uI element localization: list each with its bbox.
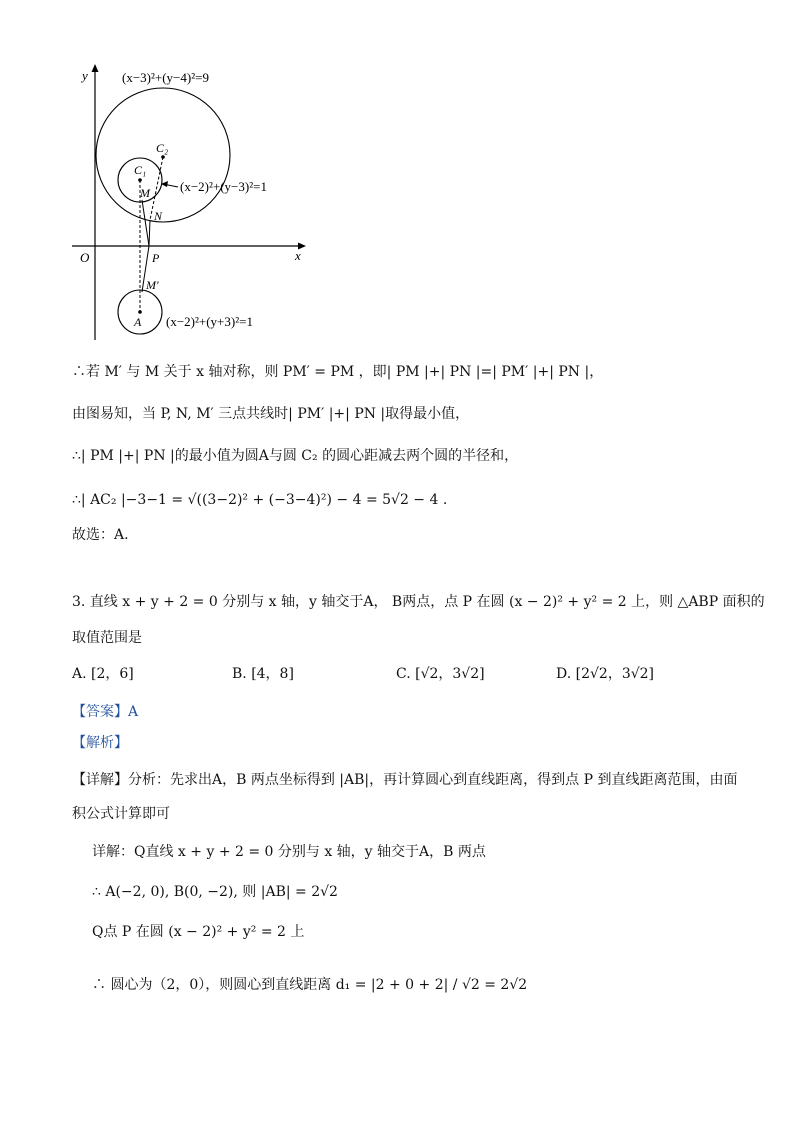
- option-c: C. [√2，3√2]: [396, 666, 485, 682]
- detail-line-1: 【详解】分析：先求出A，B 两点坐标得到 |AB|，再计算圆心到直线距离，得到点 P 到直线距离范围，由面: [72, 772, 738, 788]
- x-axis-label: x: [295, 248, 301, 263]
- solution-line-2: 由图易知，当 P, N, M′ 三点共线时| PM′ |+| PN |取得最小值，: [72, 406, 470, 422]
- label-C1: C₁: [134, 163, 147, 177]
- label-P: P: [152, 251, 160, 265]
- label-C2: C₂: [156, 141, 169, 155]
- solution-conclusion: 故选：A.: [72, 527, 129, 543]
- segment-N-P: [149, 220, 150, 246]
- big-circle-equation: (x−3)²+(y−4)²=9: [122, 70, 209, 85]
- label-M: M: [140, 186, 150, 200]
- y-axis-arrow: [92, 64, 99, 72]
- question-3-cont: 取值范围是: [72, 630, 142, 646]
- detail-line-2: 积公式计算即可: [72, 806, 170, 822]
- y-axis-label: y: [82, 68, 88, 83]
- detail-line-5: Q点 P 在圆 (x − 2)² + y² = 2 上: [92, 924, 305, 940]
- answer-label: 【答案】A: [72, 704, 139, 720]
- option-b: B. [4，8]: [232, 666, 294, 682]
- question-3: 3. 直线 x + y + 2 = 0 分别与 x 轴，y 轴交于A， B两点，点 P 在圆 (x − 2)² + y² = 2 上，则 △ABP 面积的: [72, 594, 765, 610]
- label-N: N: [154, 209, 163, 223]
- detail-line-4: ∴ A(−2, 0), B(0, −2), 则 |AB| = 2√2: [92, 884, 338, 900]
- detail-line-6: ∴ 圆心为（2，0），则圆心到直线距离 d₁ = |2 + 0 + 2| / √2 = 2√2: [92, 977, 528, 993]
- solution-line-1: ∴若 M′ 与 M 关于 x 轴对称，则 PM′ = PM ，即| PM |+| PN |=| PM′ |+| PN |，: [72, 364, 604, 380]
- label-A: A: [134, 315, 142, 329]
- option-d: D. [2√2，3√2]: [556, 666, 655, 682]
- origin-label: O: [80, 250, 90, 265]
- big-circle: [96, 88, 230, 222]
- analysis-label: 【解析】: [72, 735, 128, 751]
- solution-line-4: ∴| AC₂ |−3−1 = √((3−2)² + (−3−4)²) − 4 = 5√2 − 4 .: [72, 492, 448, 508]
- detail-line-3: 详解：Q直线 x + y + 2 = 0 分别与 x 轴，y 轴交于A，B 两点: [92, 844, 486, 860]
- option-a: A. [2，6]: [72, 666, 134, 682]
- lower-circle-equation: (x−2)²+(y+3)²=1: [166, 314, 253, 329]
- small-circle-equation: (x−2)²+(y−3)²=1: [180, 179, 267, 194]
- geometry-figure: [70, 60, 320, 350]
- segment-M-P: [142, 200, 149, 246]
- label-Mprime: M′: [146, 278, 159, 292]
- solution-line-3: ∴| PM |+| PN |的最小值为圆A与圆 C₂ 的圆心距减去两个圆的半径和，: [72, 448, 519, 464]
